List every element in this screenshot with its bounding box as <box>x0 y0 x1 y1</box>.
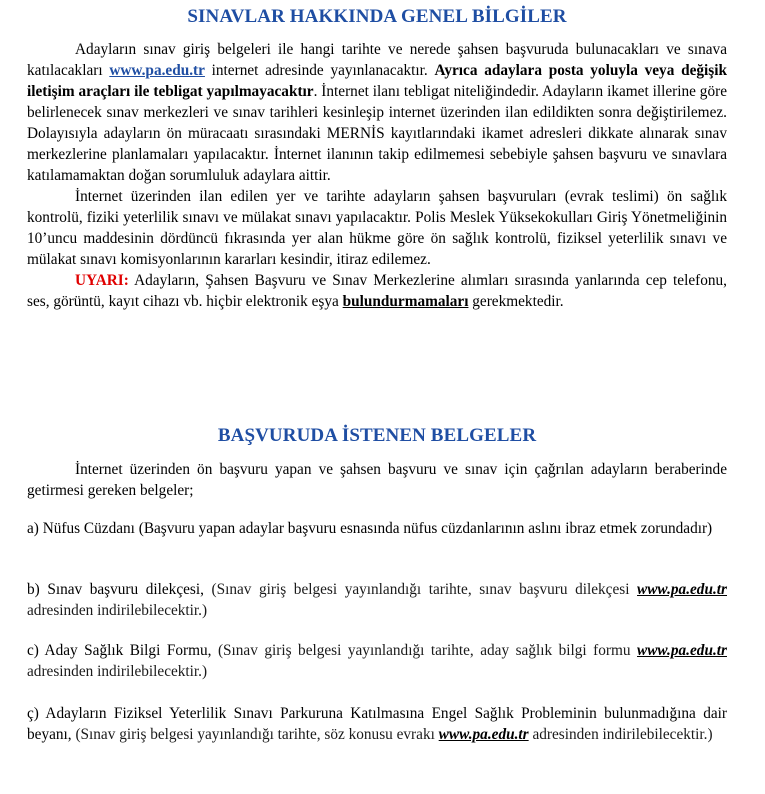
documents-intro <box>27 459 727 501</box>
document-item-b <box>27 579 727 621</box>
underlined-emphasis: bulundurmamaları <box>342 293 469 310</box>
item-note-end: adresinden indirilebilecektir.) <box>27 663 208 680</box>
item-note-end: adresinden indirilebilecektir.) <box>528 726 713 743</box>
paragraph-general-info <box>27 39 727 312</box>
item-text: a) Nüfus Cüzdanı (Başvuru yapan adaylar başvuru esnasında nüfus cüzdanlarının aslını ibraz etmek zorundadır) <box>27 520 713 537</box>
website-link[interactable]: www.pa.edu.tr <box>438 726 529 743</box>
item-note: (Sınav giriş belgesi yayınlandığı tarihte, söz konusu evrakı <box>75 726 439 743</box>
item-text: b) Sınav başvuru dilekçesi, <box>27 581 212 598</box>
intro-text: İnternet üzerinden ön başvuru yapan ve şahsen başvuru ve sınav için çağrılan adayların beraberinde getirmesi gereken belgeler; <box>27 461 727 499</box>
item-note-end: adresinden indirilebilecektir.) <box>27 602 208 619</box>
item-note: (Sınav giriş belgesi yayınlandığı tarihte, aday sağlık bilgi formu <box>217 642 638 659</box>
item-text: c) Aday Sağlık Bilgi Formu, <box>27 642 218 659</box>
bold-notice: Ayrıca adaylara posta yoluyla veya değişik iletişim araçları ile tebligat yapılmayacaktır <box>27 62 727 100</box>
text: Adayların, Şahsen Başvuru ve Sınav Merkezlerine alımları sırasında yanlarında cep telefonu, ses, görüntü, kayıt cihazı vb. hiçbir elektronik eşya <box>27 272 727 310</box>
website-link[interactable]: www.pa.edu.tr <box>637 581 727 598</box>
text: Adayların sınav giriş belgeleri ile hangi tarihte ve nerede şahsen başvuruda bulunacakları ve sınava katılacakları <box>27 41 727 79</box>
document-item-c <box>27 640 727 682</box>
paragraph-application-process: İnternet üzerinden ilan edilen yer ve tarihte adayların şahsen başvuruları (evrak teslimi) ön sağlık kontrolü, fiziki yeterlilik sınavı ve mülakat sınavı yapılacaktır. Polis Meslek Yüksekokulları Giriş Yönetmeliğinin 10’uncu maddesinin dördüncü fıkrasında yer alan hükme göre ön sağlık kontrolü, fiziksel yeterlilik sınavı ve mülakat sınavı komisyonlarının kararları kesindir, itiraz edilemez. <box>27 188 727 268</box>
document-item-a <box>27 518 727 539</box>
website-link[interactable]: www.pa.edu.tr <box>109 62 205 79</box>
paragraph-warning <box>27 270 727 312</box>
section-title-required-documents: BAŞVURUDA İSTENEN BELGELER <box>217 425 537 446</box>
item-text: ç) Adayların Fiziksel Yeterlilik Sınavı Parkuruna Katılmasına Engel Sağlık Probleminin bulunmadığına dair beyanı, <box>27 705 727 743</box>
text: internet adresinde yayınlanacaktır. <box>204 62 435 79</box>
item-note: (Sınav giriş belgesi yayınlandığı tarihte, sınav başvuru dilekçesi <box>211 581 638 598</box>
website-link[interactable]: www.pa.edu.tr <box>637 642 727 659</box>
text: . İnternet ilanı tebligat niteliğindedir. Adayların ikamet illerine göre belirlenecek sınav merkezleri ve sınav tarihleri kesinleşip internet üzerinden ilan edildikten sonra değiştirilemez. Dolayısıyla adayların ön müracaatı sırasındaki MERNİS kayıtlarındaki ikamet adresleri dikkate alınarak sınav merkezlerine planlamaları yapılacaktır. İnternet ilanının takip edilmemesi sebebiyle şahsen başvuru ve sınavlara katılamamaktan doğan sorumluluk adaylara aittir. <box>27 83 727 184</box>
section-title-general-info: SINAVLAR HAKKINDA GENEL BİLGİLER <box>187 6 567 27</box>
warning-label: UYARI: <box>75 272 129 289</box>
text: gerekmektedir. <box>468 293 564 310</box>
document-item-cc <box>27 703 727 745</box>
